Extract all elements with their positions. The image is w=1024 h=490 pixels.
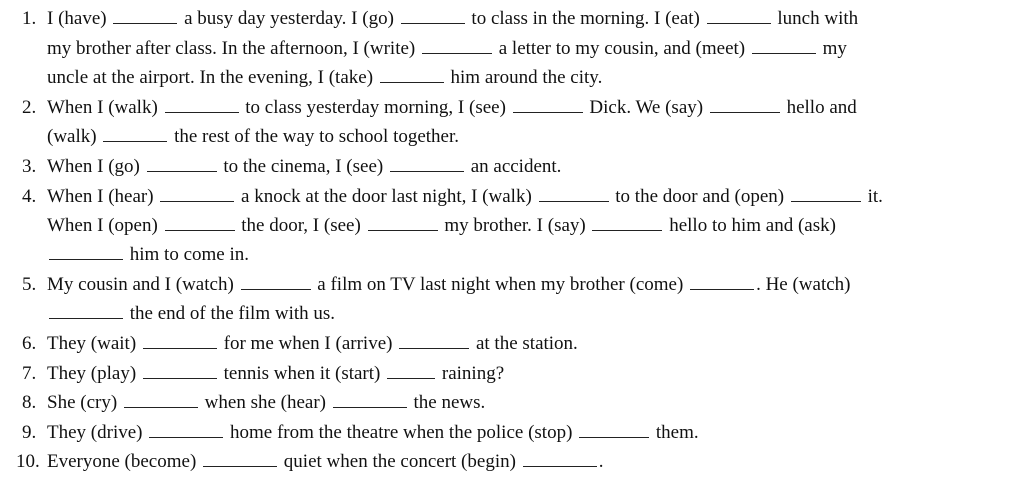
text-segment: to class yesterday morning, I (see) [245,97,506,118]
text-segment: When I (hear) [47,186,154,207]
answer-blank[interactable] [333,393,407,408]
answer-blank[interactable] [160,187,234,202]
answer-blank[interactable] [791,187,861,202]
text-segment: my brother after class. In the afternoon, I (write) [47,38,416,59]
exercise-line [47,451,603,473]
answer-blank[interactable] [203,452,277,467]
item-number: 10. [16,451,40,472]
text-segment: My cousin and I (watch) [47,274,234,295]
item-number: 9. [22,422,37,443]
answer-blank[interactable] [241,275,311,290]
answer-blank[interactable] [539,187,609,202]
answer-blank[interactable] [113,9,177,24]
text-segment: at the station. [475,333,578,354]
text-segment: my brother. I (say) [444,215,586,236]
answer-blank[interactable] [380,68,444,83]
exercise-line [47,38,847,60]
exercise-line [47,363,504,385]
text-segment: to the door and (open) [615,186,785,207]
answer-blank[interactable] [422,39,492,54]
text-segment: a busy day yesterday. I (go) [184,8,394,29]
text-segment: hello and [786,97,857,118]
answer-blank[interactable] [147,157,217,172]
exercise-line [47,215,836,237]
text-segment: my [822,38,847,59]
item-number: 3. [22,156,37,177]
answer-blank[interactable] [49,304,123,319]
text-segment: him to come in. [129,244,250,265]
text-segment: hello to him and (ask) [669,215,836,236]
text-segment: the door, I (see) [241,215,361,236]
answer-blank[interactable] [579,423,649,438]
text-segment: him around the city. [450,67,603,88]
item-number: 2. [22,97,37,118]
text-segment: (walk) [47,126,97,147]
text-segment: raining? [441,363,505,384]
item-number: 6. [22,333,37,354]
answer-blank[interactable] [399,334,469,349]
answer-blank[interactable] [368,216,438,231]
exercise-line [47,422,699,444]
text-segment: quiet when the concert (begin) [283,451,516,472]
text-segment: home from the theatre when the police (stop) [229,422,573,443]
answer-blank[interactable] [592,216,662,231]
answer-blank[interactable] [165,216,235,231]
text-segment: a knock at the door last night, I (walk) [241,186,532,207]
answer-blank[interactable] [752,39,816,54]
text-segment: I (have) [47,8,107,29]
answer-blank[interactable] [143,364,217,379]
answer-blank[interactable] [690,275,754,290]
answer-blank[interactable] [143,334,217,349]
text-segment: an accident. [470,156,562,177]
text-segment: uncle at the airport. In the evening, I (take) [47,67,374,88]
item-number: 1. [22,8,37,29]
text-segment: They (wait) [47,333,137,354]
text-segment: They (drive) [47,422,143,443]
text-segment: lunch with [777,8,859,29]
exercise-line [47,8,858,30]
exercise-line [47,156,561,178]
exercise-line [47,333,578,355]
answer-blank[interactable] [165,98,239,113]
exercise-line [47,274,851,296]
exercise-line [47,126,459,148]
text-segment: When I (open) [47,215,158,236]
answer-blank[interactable] [707,9,771,24]
text-segment: it. [867,186,883,207]
item-number: 7. [22,363,37,384]
answer-blank[interactable] [387,364,435,379]
answer-blank[interactable] [124,393,198,408]
item-number: 8. [22,392,37,413]
text-segment: the rest of the way to school together. [174,126,460,147]
exercise-line [47,244,249,266]
text-segment: When I (go) [47,156,140,177]
text-segment: to the cinema, I (see) [223,156,384,177]
text-segment: a letter to my cousin, and (meet) [498,38,746,59]
item-number: 5. [22,274,37,295]
answer-blank[interactable] [390,157,464,172]
text-segment: Dick. We (say) [589,97,704,118]
text-segment: When I (walk) [47,97,158,118]
text-segment: . He (watch) [756,274,851,295]
answer-blank[interactable] [513,98,583,113]
text-segment: They (play) [47,363,137,384]
text-segment: for me when I (arrive) [223,333,393,354]
text-segment: when she (hear) [204,392,327,413]
item-number: 4. [22,186,37,207]
text-segment: Everyone (become) [47,451,197,472]
answer-blank[interactable] [710,98,780,113]
text-segment: . [598,451,604,472]
answer-blank[interactable] [49,245,123,260]
text-segment: them. [655,422,699,443]
text-segment: the news. [413,392,486,413]
text-segment: to class in the morning. I (eat) [471,8,700,29]
exercise-line [47,67,602,89]
answer-blank[interactable] [149,423,223,438]
exercise-line [47,97,857,119]
answer-blank[interactable] [523,452,597,467]
exercise-line [47,303,335,325]
exercise-line [47,392,485,414]
text-segment: a film on TV last night when my brother (come) [317,274,684,295]
answer-blank[interactable] [401,9,465,24]
text-segment: She (cry) [47,392,118,413]
answer-blank[interactable] [103,127,167,142]
text-segment: the end of the film with us. [129,303,336,324]
text-segment: tennis when it (start) [223,363,381,384]
exercise-line [47,186,883,208]
